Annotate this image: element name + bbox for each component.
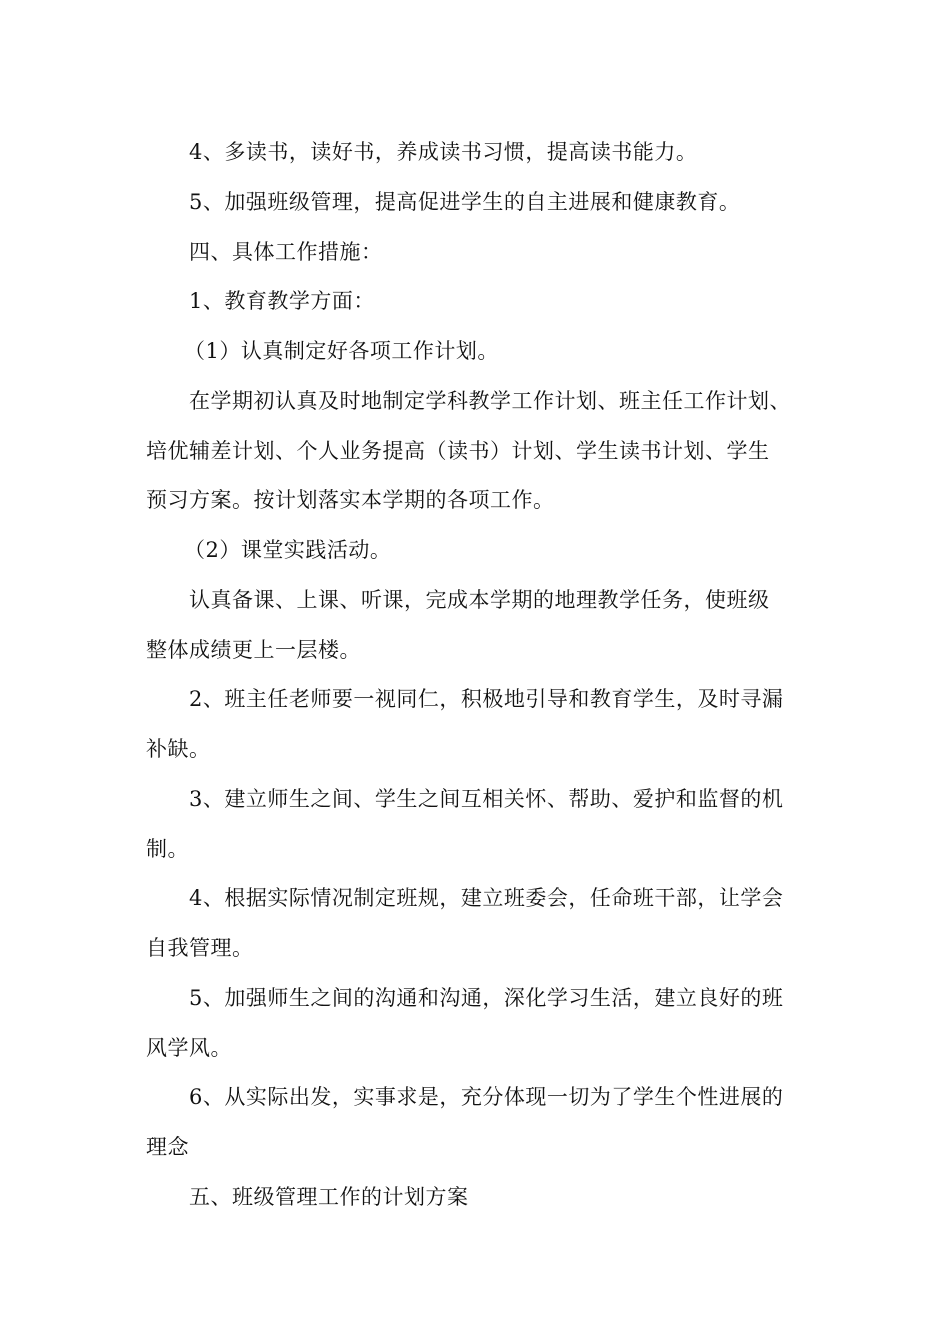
item-heading-work-plans: （1）认真制定好各项工作计划。	[184, 339, 499, 363]
section-heading-work-measures: 四、具体工作措施：	[189, 240, 383, 264]
paragraph-line: 6、从实际出发，实事求是，充分体现一切为了学生个性进展的	[189, 1085, 784, 1109]
paragraph-line: 认真备课、上课、听课，完成本学期的地理教学任务，使班级	[189, 588, 770, 612]
paragraph-line: 在学期初认真及时地制定学科教学工作计划、班主任工作计划、	[189, 389, 791, 413]
paragraph-line: 风学风。	[146, 1036, 232, 1060]
item-heading-classroom-practice: （2）课堂实践活动。	[184, 538, 392, 562]
paragraph-line: 5、加强师生之间的沟通和沟通，深化学习生活，建立良好的班	[189, 986, 784, 1010]
paragraph-line: 培优辅差计划、个人业务提高（读书）计划、学生读书计划、学生	[146, 439, 770, 463]
paragraph-line: 理念	[146, 1135, 189, 1159]
paragraph-line: 预习方案。按计划落实本学期的各项工作。	[146, 488, 555, 512]
section-heading-class-management-plan: 五、班级管理工作的计划方案	[189, 1185, 469, 1209]
paragraph-line: 4、根据实际情况制定班规，建立班委会，任命班干部，让学会	[189, 886, 784, 910]
paragraph-line: 3、建立师生之间、学生之间互相关怀、帮助、爱护和监督的机	[189, 787, 784, 811]
paragraph-line: 整体成绩更上一层楼。	[146, 638, 361, 662]
paragraph-line: 制。	[146, 837, 189, 861]
paragraph-line: 自我管理。	[146, 936, 254, 960]
paragraph-line: 2、班主任老师要一视同仁，积极地引导和教育学生，及时寻漏	[189, 687, 784, 711]
paragraph-line: 补缺。	[146, 737, 211, 761]
list-item-class-management: 5、加强班级管理，提高促进学生的自主进展和健康教育。	[189, 190, 741, 214]
subsection-heading-teaching: 1、教育教学方面：	[189, 289, 375, 313]
list-item-read-books: 4、多读书，读好书，养成读书习惯，提高读书能力。	[189, 140, 698, 164]
